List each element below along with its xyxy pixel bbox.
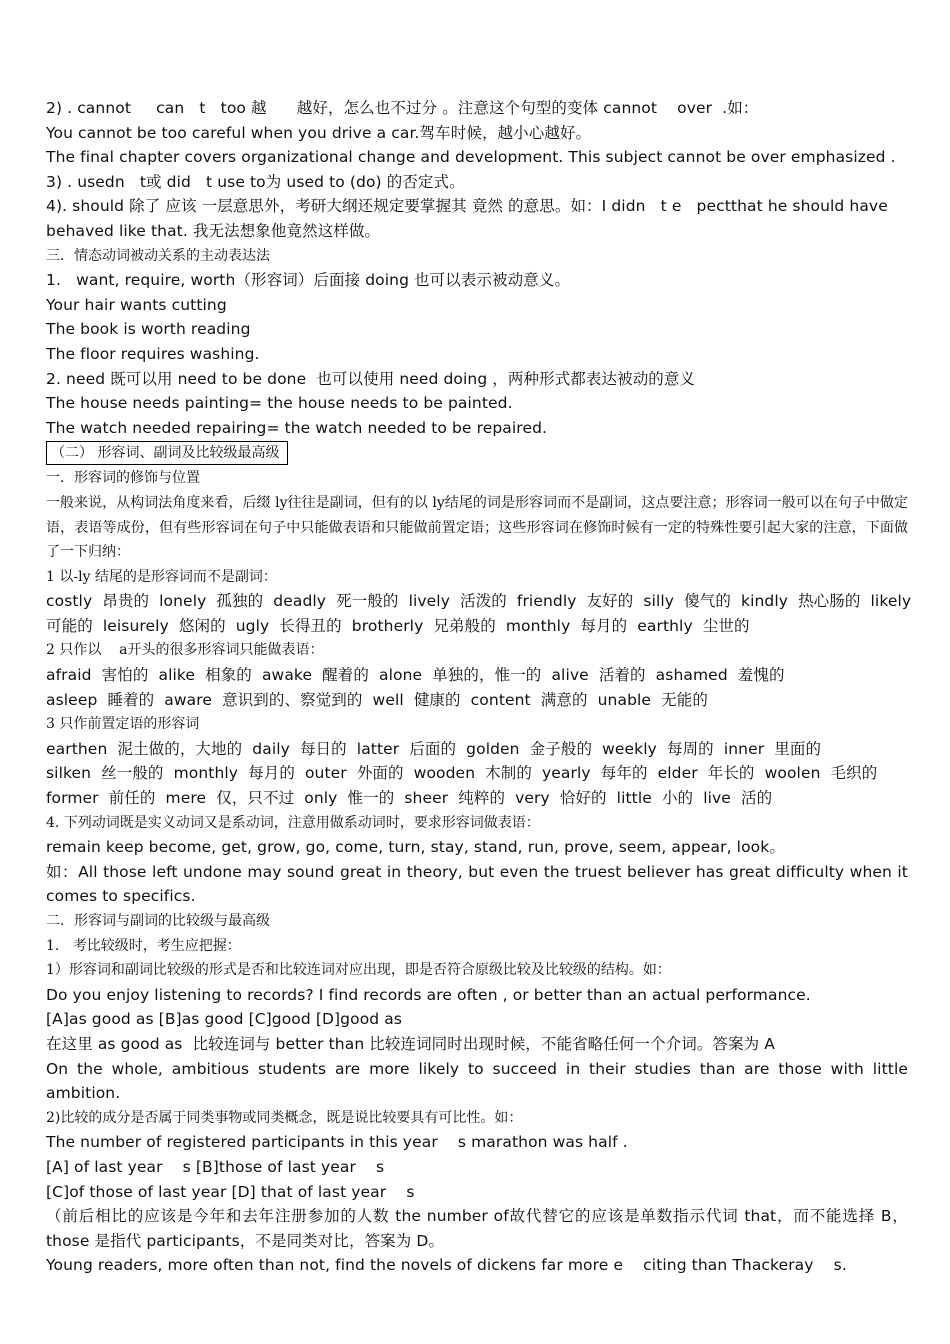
text-line: Do you enjoy listening to records? I find records are often , or better than an actual performance.: [46, 985, 811, 1004]
text-line: 2) . cannot can t too 越 越好，怎么也不过分 。注意这个句型的变体 cannot over .如：: [46, 99, 759, 117]
text-line: The floor requires washing.: [46, 344, 260, 363]
text-line: You cannot be too careful when you drive a car.驾车时候，越小心越好。: [46, 123, 592, 142]
text-line: 1 以-ly 结尾的是形容词而不是副词：: [46, 568, 277, 585]
text-line: Your hair wants cutting: [46, 295, 227, 314]
text-line: 在这里 as good as 比较连词与 better than 比较连词同时出现时候，不能省略任何一个介词。答案为 A: [46, 1034, 776, 1053]
text-line: 一．形容词的修饰与位置: [46, 470, 200, 487]
text-line: behaved like that. 我无法想象他竟然这样做。: [46, 221, 381, 240]
text-line: former 前任的 mere 仅，只不过 only 惟一的 sheer 纯粹的 very 恰好的 little 小的 live 活的: [46, 789, 773, 808]
text-line: earthen 泥土做的，大地的 daily 每日的 latter 后面的 golden 金子般的 weekly 每周的 inner 里面的: [46, 739, 822, 758]
text-line: 3) . usedn t或 did t use to为 used to (do) 的否定式。: [46, 172, 465, 191]
text-line: 2)比较的成分是否属于同类事物或同类概念，既是说比较要具有可比性。如：: [46, 1109, 523, 1126]
text-line: The house needs painting= the house needs to be painted.: [46, 394, 513, 413]
text-line: 4). should 除了 应该 一层意思外，考研大纲还规定要掌握其 竟然 的意思。如：I didn t e pectthat he should have: [46, 197, 888, 216]
text-line: 1）形容词和副词比较级的形式是否和比较连词对应出现，即是否符合原级比较及比较级的结构。如：: [46, 962, 671, 979]
boxed-heading-row: [46, 440, 908, 466]
text-line: [A]as good as [B]as good [C]good [D]good as: [46, 1010, 403, 1029]
text-line: costly 昂贵的 lonely 孤独的 deadly 死一般的 lively 活泼的 friendly 友好的 silly 傻气的 kindly 热心肠的 likely: [46, 592, 912, 611]
text-line: 3 只作前置定语的形容词: [46, 716, 200, 733]
section-adjectives: [46, 466, 912, 1278]
text-line: 可能的 leisurely 悠闲的 ugly 长得丑的 brotherly 兄弟般的 monthly 每月的 earthly 尘世的: [46, 616, 750, 635]
boxed-section-heading: （二） 形容词、副词及比较级最高级: [46, 441, 288, 465]
text-line: 1. want, require, worth（形容词）后面接 doing 也可以表示被动意义。: [46, 271, 571, 290]
text-line: [C]of those of last year [D] that of last year s: [46, 1182, 415, 1201]
text-line: The watch needed repairing= the watch needed to be repaired.: [46, 418, 548, 437]
text-line: The final chapter covers organizational change and development. This subject cannot be over emphasized .: [46, 148, 896, 167]
text-line: 一般来说，从构词法角度来看，后缀 ly往往是副词，但有的以 ly结尾的词是形容词而不是副词，这点要注意；形容词一般可以在句子中做定语，表语等成份，但有些形容词在句子中只能做表语和只能做前置定语；这些形容词在修饰时候有一定的特殊性要引起大家的注意，下面做了一下归纳：: [46, 494, 908, 561]
text-line: 三．情态动词被动关系的主动表达法: [46, 247, 270, 264]
text-line: Young readers, more often than not, find the novels of dickens far more e citing than Thackeray s.: [46, 1256, 847, 1275]
text-line: 2. need 既可以用 need to be done 也可以使用 need doing ，两种形式都表达被动的意义: [46, 369, 696, 388]
text-line: 二．形容词与副词的比较级与最高级: [46, 913, 270, 929]
text-line: silken 丝一般的 monthly 每月的 outer 外面的 wooden 木制的 yearly 每年的 elder 年长的 woolen 毛织的: [46, 764, 878, 783]
text-line: 如：All those left undone may sound great in theory, but even the truest believer has great difficulty when it comes to specifics.: [46, 862, 908, 906]
text-line: On the whole, ambitious students are more likely to succeed in their studies than are those with little ambition.: [46, 1059, 908, 1103]
text-line: 2 只作以 a开头的很多形容词只能做表语：: [46, 642, 324, 659]
text-line: The number of registered participants in this year s marathon was half .: [46, 1133, 628, 1152]
text-line: afraid 害怕的 alike 相象的 awake 醒着的 alone 单独的，惟一的 alive 活着的 ashamed 羞愧的: [46, 666, 785, 685]
text-line: asleep 睡着的 aware 意识到的、察觉到的 well 健康的 content 满意的 unable 无能的: [46, 690, 708, 709]
text-line: （前后相比的应该是今年和去年注册参加的人数 the number of故代替它的应该是单数指示代词 that，而不能选择 B，those 是指代 participants，不是同类对比，答案为 D。: [46, 1207, 908, 1250]
document-page: [46, 96, 912, 1278]
section-modal-verbs: [46, 96, 908, 440]
text-line: [A] of last year s [B]those of last year s: [46, 1157, 385, 1176]
text-line: 4. 下列动词既是实义动词又是系动词，注意用做系动词时，要求形容词做表语：: [46, 814, 540, 831]
text-line: remain keep become, get, grow, go, come, turn, stay, stand, run, prove, seem, appear, look。: [46, 838, 785, 857]
text-line: The book is worth reading: [46, 320, 251, 339]
text-line: 1. 考比较级时，考生应把握：: [46, 937, 241, 954]
